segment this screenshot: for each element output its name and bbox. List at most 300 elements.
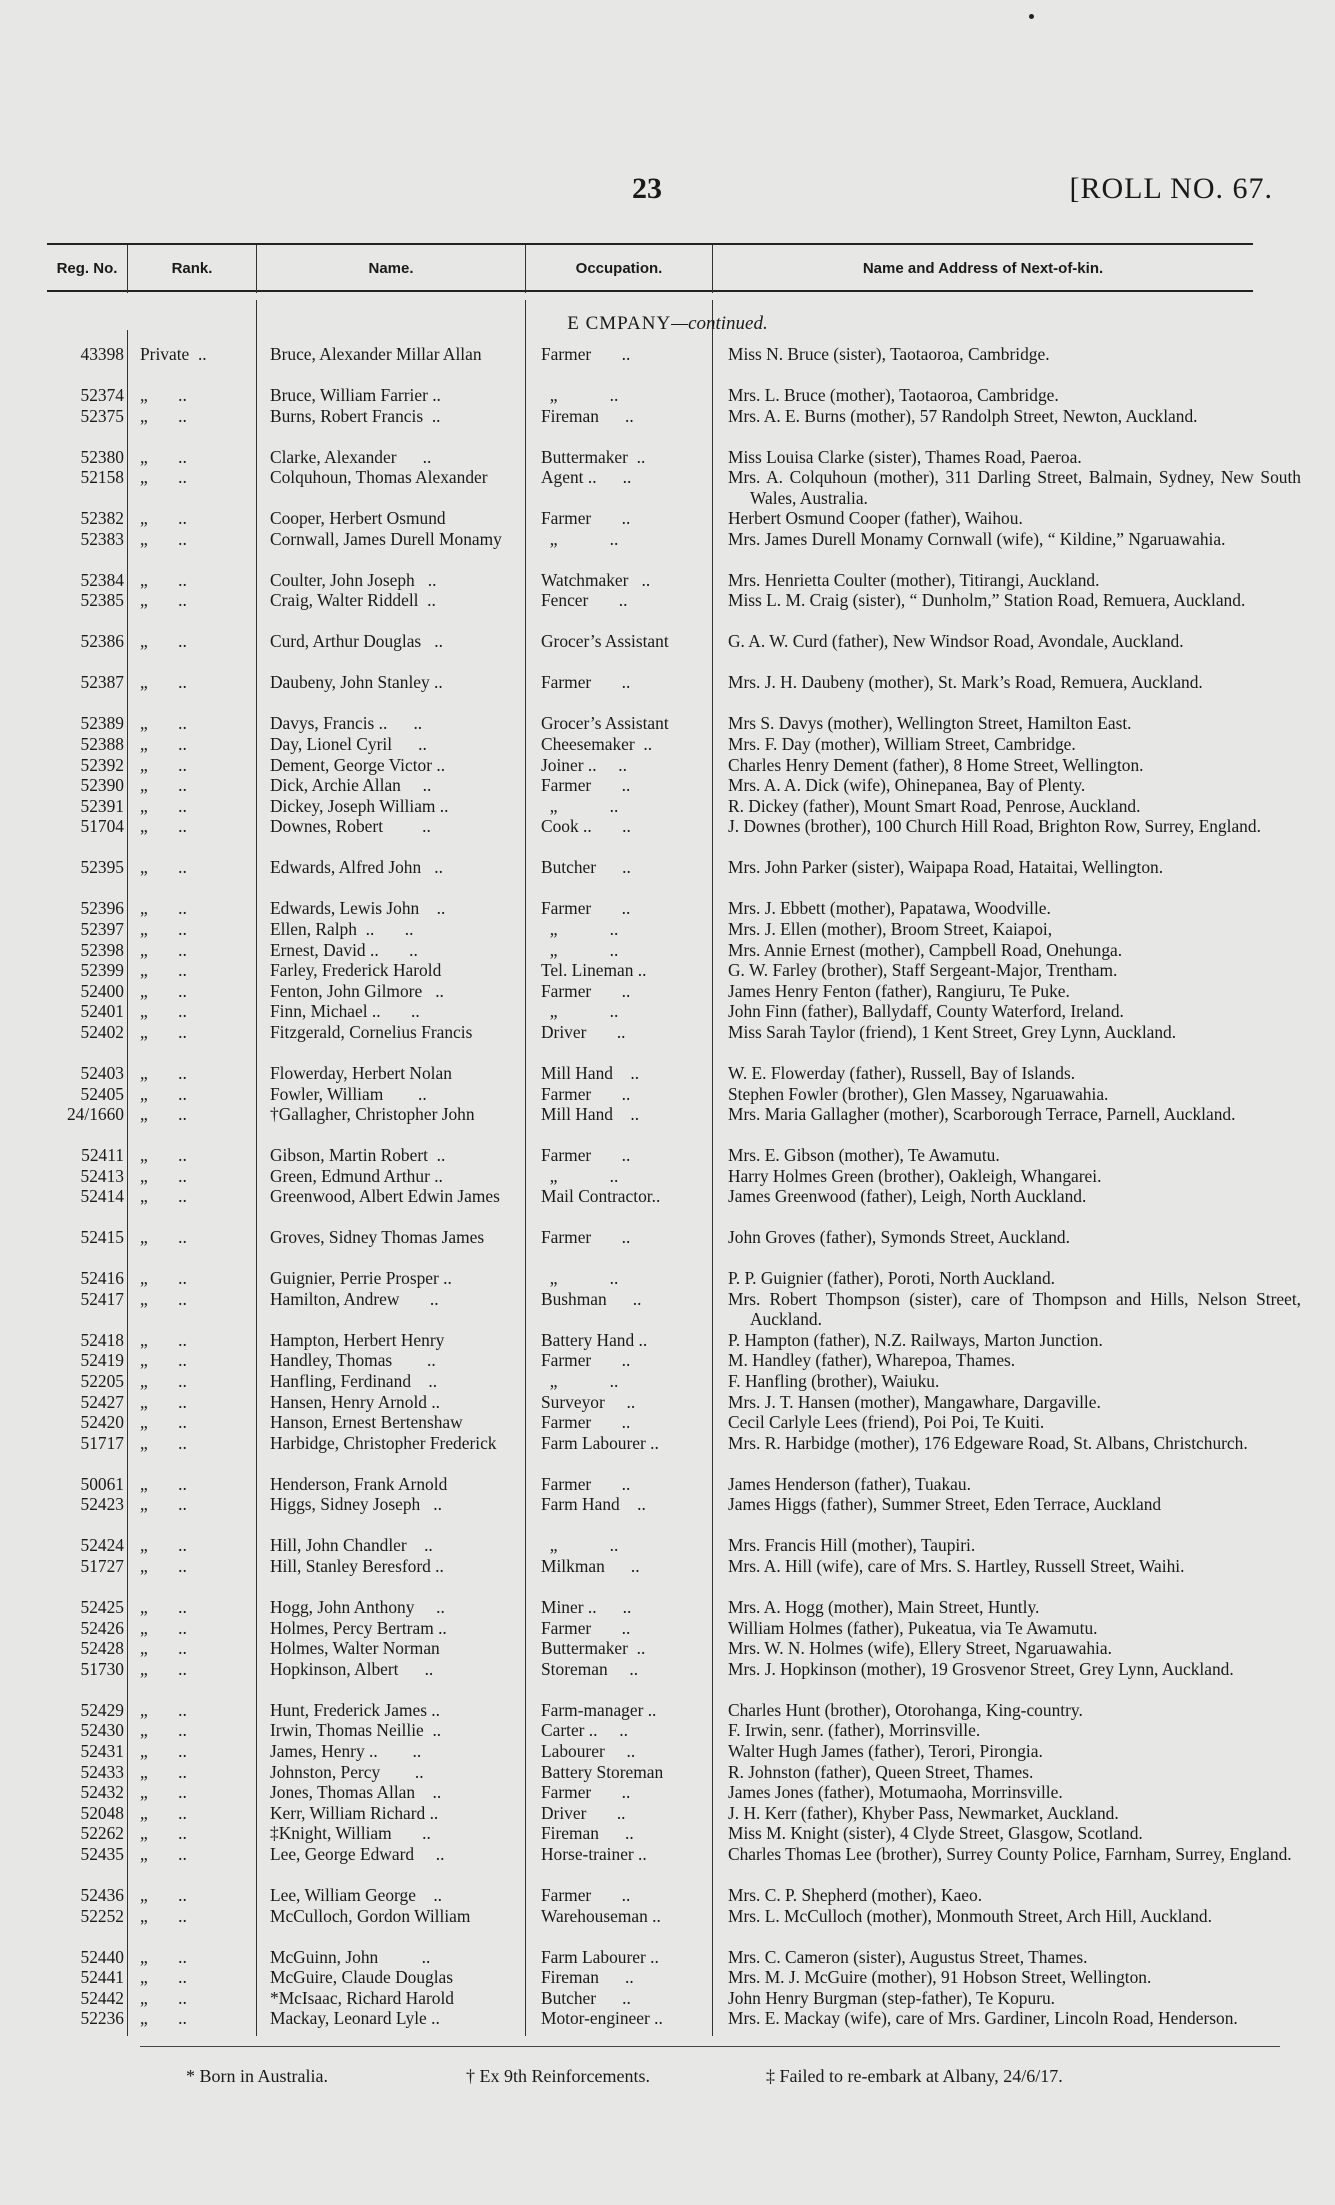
next-of-kin: Miss N. Bruce (sister), Taotaoroa, Cambridge.	[728, 344, 1050, 364]
occupation: Driver ..	[541, 1802, 626, 1823]
occupation: Buttermaker ..	[541, 1638, 646, 1659]
soldier-name: Handley, Thomas ..	[270, 1350, 436, 1371]
rank: „ ..	[140, 1021, 187, 1042]
next-of-kin: R. Dickey (father), Mount Smart Road, Penrose, Auckland.	[728, 795, 1141, 816]
soldier-name: Fenton, John Gilmore ..	[270, 980, 444, 1001]
rank: „ ..	[140, 631, 187, 652]
rank: „ ..	[140, 1987, 187, 2008]
reg-number: 52424	[80, 1535, 124, 1556]
table-row	[0, 1412, 1335, 1433]
soldier-name: Hill, Stanley Beresford ..	[270, 1556, 444, 1577]
reg-number: 52423	[80, 1494, 124, 1515]
occupation: Carter .. ..	[541, 1720, 628, 1741]
occupation: Agent .. ..	[541, 467, 632, 488]
reg-number: 52397	[80, 918, 124, 939]
next-of-kin: Walter Hugh James (father), Terori, Pirongia.	[728, 1741, 1043, 1761]
page-number: 23	[632, 172, 662, 205]
occupation: Cook .. ..	[541, 816, 631, 837]
soldier-name: Bruce, William Farrier ..	[270, 385, 441, 405]
rank: „ ..	[140, 590, 187, 611]
soldier-name: Guignier, Perrie Prosper ..	[270, 1268, 452, 1289]
soldier-name: Hill, John Chandler ..	[270, 1535, 433, 1556]
reg-number: 52383	[80, 528, 124, 549]
next-of-kin: Cecil Carlyle Lees (friend), Poi Poi, Te Kuiti.	[728, 1412, 1045, 1433]
header-divider	[127, 245, 128, 293]
table-row	[0, 1823, 1335, 1844]
next-of-kin: Miss Louisa Clarke (sister), Thames Road, Paeroa.	[728, 446, 1082, 467]
footnote-failed-reembark: ‡ Failed to re-embark at Albany, 24/6/17.	[766, 2066, 1063, 2086]
reg-number: 51727	[80, 1556, 124, 1577]
soldier-name: Dement, George Victor ..	[270, 754, 446, 775]
reg-number: 51730	[80, 1658, 124, 1679]
occupation: Farmer ..	[541, 1350, 631, 1371]
soldier-name: Clarke, Alexander ..	[270, 446, 432, 467]
occupation: Fireman ..	[541, 1823, 634, 1844]
reg-number: 52382	[80, 508, 124, 529]
occupation: Bushman ..	[541, 1288, 642, 1309]
reg-number: 52391	[80, 795, 124, 816]
rank: „ ..	[140, 960, 187, 981]
occupation: „ ..	[541, 1535, 619, 1556]
rank: „ ..	[140, 1741, 187, 1761]
rank: „ ..	[140, 733, 187, 754]
reg-number: 52420	[80, 1412, 124, 1433]
reg-number: 52414	[80, 1186, 124, 1207]
reg-number: 52400	[80, 980, 124, 1001]
occupation: Cheesemaker ..	[541, 733, 653, 754]
reg-number: 52048	[80, 1802, 124, 1823]
reg-number: 52403	[80, 1062, 124, 1083]
soldier-name: Downes, Robert ..	[270, 816, 431, 837]
table-row	[0, 1844, 1335, 1885]
rank: „ ..	[140, 980, 187, 1001]
reg-number: 52385	[80, 590, 124, 611]
reg-number: 52435	[80, 1843, 124, 1864]
occupation: Farmer ..	[541, 672, 631, 693]
rank: „ ..	[140, 1432, 187, 1453]
rank: „ ..	[140, 1761, 187, 1782]
reg-number: 52386	[80, 631, 124, 652]
table-row	[0, 1967, 1335, 1988]
next-of-kin: Miss Sarah Taylor (friend), 1 Kent Street, Grey Lynn, Auckland.	[728, 1021, 1177, 1042]
occupation: Fireman ..	[541, 1967, 634, 1988]
occupation: Milkman ..	[541, 1556, 640, 1577]
occupation: „ ..	[541, 1371, 619, 1392]
rank: „ ..	[140, 528, 187, 549]
soldier-name: Dickey, Joseph William ..	[270, 795, 449, 816]
reg-number: 52402	[80, 1021, 124, 1042]
occupation: Surveyor ..	[541, 1391, 636, 1412]
soldier-name: †Gallagher, Christopher John	[270, 1104, 475, 1125]
soldier-name: Day, Lionel Cyril ..	[270, 733, 427, 754]
rank: „ ..	[140, 1967, 187, 1988]
table-row	[0, 1227, 1335, 1268]
soldier-name: Ernest, David .. ..	[270, 939, 418, 960]
occupation: Grocer’s Assistant	[541, 631, 669, 652]
reg-number: 52431	[80, 1741, 124, 1761]
occupation: Farmer ..	[541, 1083, 631, 1104]
rank: „ ..	[140, 918, 187, 939]
rank: „ ..	[140, 1905, 187, 1926]
reg-number: 52411	[81, 1145, 124, 1166]
table-row	[0, 1803, 1335, 1824]
next-of-kin: J. Downes (brother), 100 Church Hill Road, Brighton Row, Surrey, England.	[728, 816, 1261, 837]
rank: „ ..	[140, 1782, 187, 1803]
reg-number: 52387	[80, 672, 124, 693]
next-of-kin: Mrs. John Parker (sister), Waipapa Road, Hataitai, Wellington.	[728, 857, 1164, 878]
soldier-name: Flowerday, Herbert Nolan	[270, 1062, 452, 1083]
rank: „ ..	[140, 795, 187, 816]
rank: „ ..	[140, 939, 187, 960]
table-row	[0, 1063, 1335, 1084]
rank: „ ..	[140, 1268, 187, 1289]
table-row	[0, 713, 1335, 734]
next-of-kin: Charles Hunt (brother), Otorohanga, King-country.	[728, 1699, 1083, 1720]
table-row	[0, 1104, 1335, 1145]
reg-number: 52432	[80, 1782, 124, 1803]
header-rank: Rank.	[171, 259, 213, 277]
rank: „ ..	[140, 1145, 187, 1166]
occupation: „ ..	[541, 385, 619, 405]
next-of-kin: Mrs. A. E. Burns (mother), 57 Randolph Street, Newton, Auckland.	[728, 405, 1198, 426]
soldier-name: Harbidge, Christopher Frederick	[270, 1432, 497, 1453]
reg-number: 52417	[80, 1288, 124, 1309]
table-row	[0, 447, 1335, 468]
table-row	[0, 1782, 1335, 1803]
occupation: Fencer ..	[541, 590, 628, 611]
table-row	[0, 1371, 1335, 1392]
next-of-kin: Mrs. W. N. Holmes (wife), Ellery Street, Ngaruawahia.	[728, 1638, 1112, 1659]
roll-table	[0, 344, 1335, 2049]
occupation: Battery Hand ..	[541, 1329, 648, 1350]
occupation: Motor-engineer ..	[541, 2008, 663, 2029]
rank: „ ..	[140, 1062, 187, 1083]
soldier-name: Hansen, Henry Arnold ..	[270, 1391, 441, 1412]
next-of-kin: Mrs. J. Ebbett (mother), Papatawa, Woodville.	[728, 898, 1051, 919]
next-of-kin: Mrs. Annie Ernest (mother), Campbell Road, Onehunga.	[728, 939, 1123, 960]
table-row	[0, 1762, 1335, 1783]
rank: „ ..	[140, 385, 187, 405]
reg-number: 52418	[80, 1329, 124, 1350]
table-row	[0, 1474, 1335, 1495]
reg-number: 52158	[80, 467, 124, 488]
next-of-kin: Mrs. L. Bruce (mother), Taotaoroa, Cambridge.	[728, 385, 1059, 405]
header-bottom-rule	[47, 290, 1253, 292]
header-kin: Name and Address of Next-of-kin.	[862, 259, 1104, 277]
rank: „ ..	[140, 1802, 187, 1823]
next-of-kin: William Holmes (father), Pukeatua, via Te Awamutu.	[728, 1617, 1098, 1638]
soldier-name: Cornwall, James Durell Monamy	[270, 528, 502, 549]
rank: „ ..	[140, 1535, 187, 1556]
rank: „ ..	[140, 1597, 187, 1618]
table-row	[0, 406, 1335, 447]
soldier-name: Lee, George Edward ..	[270, 1843, 445, 1864]
occupation: Farm-manager ..	[541, 1699, 657, 1720]
table-row	[0, 1597, 1335, 1618]
next-of-kin: John Groves (father), Symonds Street, Auckland.	[728, 1227, 1070, 1248]
reg-number: 52398	[80, 939, 124, 960]
next-of-kin: James Jones (father), Motumaoha, Morrinsville.	[728, 1782, 1063, 1803]
next-of-kin: Herbert Osmund Cooper (father), Waihou.	[728, 508, 1023, 529]
table-row	[0, 1618, 1335, 1639]
soldier-name: Ellen, Ralph .. ..	[270, 918, 414, 939]
soldier-name: Cooper, Herbert Osmund	[270, 508, 446, 529]
next-of-kin: Mrs. F. Day (mother), William Street, Cambridge.	[728, 733, 1076, 754]
table-row	[0, 816, 1335, 857]
rank: „ ..	[140, 1658, 187, 1679]
reg-number: 52374	[80, 385, 124, 405]
soldier-name: Lee, William George ..	[270, 1884, 443, 1905]
reg-number: 52442	[80, 1987, 124, 2008]
section-title-prefix: E C	[567, 313, 600, 334]
table-row	[0, 1084, 1335, 1105]
roll-title-text: [ROLL NO. 67.	[1069, 172, 1273, 205]
occupation: „ ..	[541, 528, 619, 549]
next-of-kin: Mrs. J. Hopkinson (mother), 19 Grosvenor Street, Grey Lynn, Auckland.	[728, 1658, 1234, 1679]
table-row	[0, 1022, 1335, 1063]
occupation: „ ..	[541, 1001, 619, 1022]
table-row	[0, 1741, 1335, 1762]
occupation: Farmer ..	[541, 898, 631, 919]
soldier-name: Henderson, Frank Arnold	[270, 1473, 448, 1494]
table-row	[0, 385, 1335, 406]
reg-number: 43398	[80, 344, 124, 364]
next-of-kin: James Greenwood (father), Leigh, North Auckland.	[728, 1186, 1087, 1207]
table-row	[0, 898, 1335, 919]
next-of-kin: John Henry Burgman (step-father), Te Kopuru.	[728, 1987, 1056, 2008]
next-of-kin: Mrs. C. Cameron (sister), Augustus Street, Thames.	[728, 1946, 1088, 1967]
reg-number: 51717	[80, 1432, 124, 1453]
occupation: Joiner .. ..	[541, 754, 627, 775]
soldier-name: Craig, Walter Riddell ..	[270, 590, 436, 611]
table-row	[0, 672, 1335, 713]
rank: „ ..	[140, 467, 187, 488]
reg-number: 52236	[80, 2008, 124, 2029]
next-of-kin: John Finn (father), Ballydaff, County Waterford, Ireland.	[728, 1001, 1124, 1022]
next-of-kin: Stephen Fowler (brother), Glen Massey, Ngaruawahia.	[728, 1083, 1109, 1104]
occupation: Driver ..	[541, 1021, 626, 1042]
rank: „ ..	[140, 1329, 187, 1350]
rank: „ ..	[140, 1823, 187, 1844]
table-row	[0, 590, 1335, 631]
occupation: Farmer ..	[541, 1884, 631, 1905]
rank: „ ..	[140, 1165, 187, 1186]
soldier-name: Edwards, Lewis John ..	[270, 898, 446, 919]
next-of-kin: J. H. Kerr (father), Khyber Pass, Newmarket, Auckland.	[728, 1802, 1119, 1823]
occupation: Farmer ..	[541, 1473, 631, 1494]
soldier-name: Fowler, William ..	[270, 1083, 427, 1104]
next-of-kin: Mrs. Robert Thompson (sister), care of Thompson and Hills, Nelson Street, Auckland.	[728, 1288, 1305, 1330]
soldier-name: Jones, Thomas Allan ..	[270, 1782, 442, 1803]
occupation: Horse-trainer ..	[541, 1843, 647, 1864]
next-of-kin: James Henderson (father), Tuakau.	[728, 1473, 971, 1494]
rank: „ ..	[140, 1186, 187, 1207]
next-of-kin: F. Hanfling (brother), Waiuku.	[728, 1371, 940, 1392]
reg-number: 52384	[80, 569, 124, 590]
occupation: Miner .. ..	[541, 1597, 632, 1618]
reg-number: 52388	[80, 733, 124, 754]
rank: „ ..	[140, 1699, 187, 1720]
occupation: Storeman ..	[541, 1658, 639, 1679]
table-row	[0, 1556, 1335, 1597]
reg-number: 52436	[80, 1884, 124, 1905]
rank: „ ..	[140, 446, 187, 467]
soldier-name: Finn, Michael .. ..	[270, 1001, 420, 1022]
reg-number: 52405	[80, 1083, 124, 1104]
reg-number: 52399	[80, 960, 124, 981]
reg-number: 52401	[80, 1001, 124, 1022]
soldier-name: Burns, Robert Francis ..	[270, 405, 441, 426]
occupation: Farmer ..	[541, 1145, 631, 1166]
rank: „ ..	[140, 1391, 187, 1412]
next-of-kin: Miss M. Knight (sister), 4 Clyde Street, Glasgow, Scotland.	[728, 1823, 1143, 1844]
soldier-name: McGuire, Claude Douglas	[270, 1967, 454, 1988]
table-row	[0, 2008, 1335, 2049]
soldier-name: Bruce, Alexander Millar Allan	[270, 344, 482, 364]
table-row	[0, 1659, 1335, 1700]
soldier-name: Davys, Francis .. ..	[270, 713, 423, 734]
occupation: „ ..	[541, 918, 619, 939]
roll-title	[1069, 172, 1273, 206]
next-of-kin: Mrs. Henrietta Coulter (mother), Titirangi, Auckland.	[728, 569, 1100, 590]
next-of-kin: Mrs. Maria Gallagher (mother), Scarborough Terrace, Parnell, Auckland.	[728, 1104, 1236, 1125]
rank: „ ..	[140, 672, 187, 693]
soldier-name: Groves, Sidney Thomas James	[270, 1227, 485, 1248]
soldier-name: Daubeny, John Stanley ..	[270, 672, 443, 693]
next-of-kin: Mrs. Francis Hill (mother), Taupiri.	[728, 1535, 976, 1556]
next-of-kin: Charles Henry Dement (father), 8 Home Street, Wellington.	[728, 754, 1144, 775]
reg-number: 52440	[80, 1946, 124, 1967]
reg-number: 52433	[80, 1761, 124, 1782]
next-of-kin: Mrs. C. P. Shepherd (mother), Kaeo.	[728, 1884, 983, 1905]
next-of-kin: Mrs. J. Ellen (mother), Broom Street, Kaiapoi,	[728, 918, 1053, 939]
rank: „ ..	[140, 1617, 187, 1638]
next-of-kin: W. E. Flowerday (father), Russell, Bay of Islands.	[728, 1062, 1076, 1083]
next-of-kin: Mrs. M. J. McGuire (mother), 91 Hobson Street, Wellington.	[728, 1967, 1152, 1988]
soldier-name: *McIsaac, Richard Harold	[270, 1987, 454, 2008]
soldier-name: Hopkinson, Albert ..	[270, 1658, 434, 1679]
soldier-name: Hanson, Ernest Bertenshaw	[270, 1412, 463, 1433]
reg-number: 52416	[80, 1268, 124, 1289]
occupation: Battery Storeman	[541, 1761, 664, 1782]
soldier-name: Farley, Frederick Harold	[270, 960, 442, 981]
footnotes	[186, 2066, 1063, 2087]
rank: „ ..	[140, 775, 187, 796]
occupation: Labourer ..	[541, 1741, 636, 1761]
next-of-kin: Mrs. A. Colquhoun (mother), 311 Darling Street, Balmain, Sydney, New South Wales, Australia.	[728, 467, 1306, 508]
occupation: Mill Hand ..	[541, 1104, 640, 1125]
reg-number: 52413	[80, 1165, 124, 1186]
reg-number: 52380	[80, 446, 124, 467]
reg-number: 52426	[80, 1617, 124, 1638]
table-row	[0, 1268, 1335, 1289]
table-row	[0, 940, 1335, 961]
soldier-name: McCulloch, Gordon William	[270, 1905, 471, 1926]
next-of-kin: R. Johnston (father), Queen Street, Thames.	[728, 1761, 1034, 1782]
rank: „ ..	[140, 1083, 187, 1104]
occupation: Watchmaker ..	[541, 569, 651, 590]
footnote-ex-9th: † Ex 9th Reinforcements.	[466, 2066, 650, 2086]
rank: „ ..	[140, 898, 187, 919]
table-row	[0, 857, 1335, 898]
reg-number: 52390	[80, 775, 124, 796]
footnote-born-australia: * Born in Australia.	[186, 2066, 328, 2086]
table-row	[0, 1988, 1335, 2009]
next-of-kin: G. W. Farley (brother), Staff Sergeant-Major, Trentham.	[728, 960, 1118, 981]
table-row	[0, 755, 1335, 776]
table-row	[0, 1947, 1335, 1968]
soldier-name: Hunt, Frederick James ..	[270, 1699, 441, 1720]
table-row	[0, 1700, 1335, 1721]
occupation: Farmer ..	[541, 344, 631, 364]
rank: „ ..	[140, 754, 187, 775]
soldier-name: Coulter, John Joseph ..	[270, 569, 437, 590]
next-of-kin: Mrs. A. Hogg (mother), Main Street, Huntly.	[728, 1597, 1040, 1618]
next-of-kin: M. Handley (father), Wharepoa, Thames.	[728, 1350, 1016, 1371]
table-row	[0, 1145, 1335, 1166]
rank: „ ..	[140, 1494, 187, 1515]
reg-number: 24/1660	[66, 1104, 124, 1125]
section-title-suffix: —continued.	[671, 313, 768, 334]
table-row	[0, 1885, 1335, 1906]
rank: „ ..	[140, 857, 187, 878]
header-reg: Reg. No.	[56, 259, 118, 277]
table-row	[0, 1289, 1335, 1330]
next-of-kin: Mrs. A. A. Dick (wife), Ohinepanea, Bay of Plenty.	[728, 775, 1086, 796]
table-row	[0, 1392, 1335, 1413]
soldier-name: Gibson, Martin Robert ..	[270, 1145, 446, 1166]
table-row	[0, 1494, 1335, 1535]
soldier-name: Colquhoun, Thomas Alexander	[270, 467, 488, 488]
reg-number: 52392	[80, 754, 124, 775]
next-of-kin: P. Hampton (father), N.Z. Railways, Marton Junction.	[728, 1329, 1103, 1350]
soldier-name: Curd, Arthur Douglas ..	[270, 631, 443, 652]
table-row	[0, 570, 1335, 591]
rank: „ ..	[140, 1001, 187, 1022]
reg-number: 52252	[80, 1905, 124, 1926]
soldier-name: Mackay, Leonard Lyle ..	[270, 2008, 440, 2029]
rank: „ ..	[140, 2008, 187, 2029]
soldier-name: Holmes, Percy Bertram ..	[270, 1617, 447, 1638]
header-divider	[712, 245, 713, 293]
rank: „ ..	[140, 1843, 187, 1864]
table-row	[0, 981, 1335, 1002]
occupation: „ ..	[541, 1165, 619, 1186]
reg-number: 52389	[80, 713, 124, 734]
table-row	[0, 919, 1335, 940]
occupation: „ ..	[541, 1268, 619, 1289]
occupation: Buttermaker ..	[541, 446, 646, 467]
section-title	[0, 313, 1335, 335]
table-row	[0, 344, 1335, 385]
soldier-name: Irwin, Thomas Neillie ..	[270, 1720, 442, 1741]
soldier-name: Fitzgerald, Cornelius Francis	[270, 1021, 473, 1042]
reg-number: 52396	[80, 898, 124, 919]
table-row	[0, 467, 1335, 508]
occupation: Mill Hand ..	[541, 1062, 640, 1083]
reg-number: 52429	[80, 1699, 124, 1720]
soldier-name: Johnston, Percy ..	[270, 1761, 424, 1782]
next-of-kin: Charles Thomas Lee (brother), Surrey County Police, Farnham, Surrey, England.	[728, 1843, 1292, 1864]
next-of-kin: Mrs. J. T. Hansen (mother), Mangawhare, Dargaville.	[728, 1391, 1101, 1412]
occupation: Farm Hand ..	[541, 1494, 646, 1515]
table-row	[0, 796, 1335, 817]
next-of-kin: Mrs. L. McCulloch (mother), Monmouth Street, Arch Hill, Auckland.	[728, 1905, 1212, 1926]
soldier-name: Hamilton, Andrew ..	[270, 1288, 439, 1309]
table-row	[0, 1166, 1335, 1187]
occupation: Farm Labourer ..	[541, 1432, 659, 1453]
table-row	[0, 1350, 1335, 1371]
